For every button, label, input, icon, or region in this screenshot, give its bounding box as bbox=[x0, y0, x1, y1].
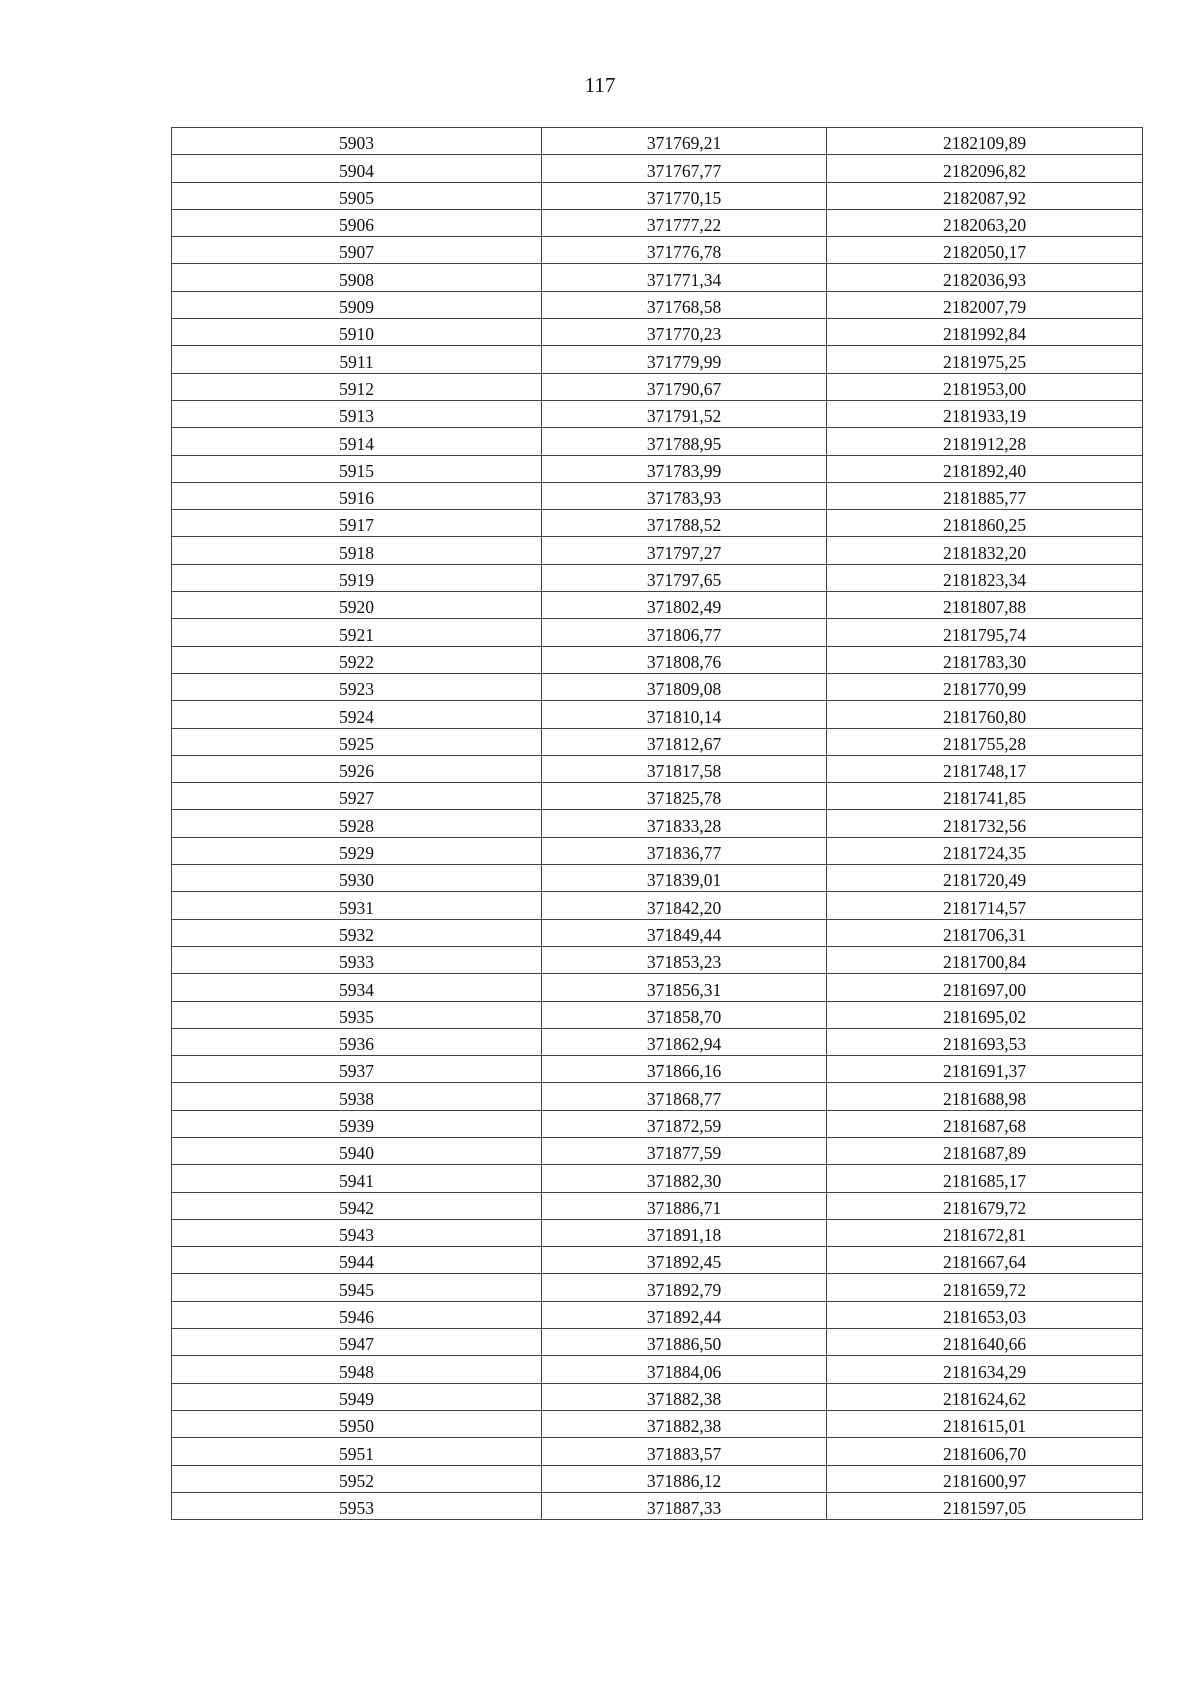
x-coordinate-cell: 371767,77 bbox=[542, 155, 827, 182]
table-row bbox=[172, 646, 1143, 673]
y-coordinate-cell: 2181892,40 bbox=[827, 455, 1143, 482]
x-coordinate-cell: 371806,77 bbox=[542, 619, 827, 646]
y-coordinate-cell: 2182050,17 bbox=[827, 237, 1143, 264]
y-coordinate-cell: 2181807,88 bbox=[827, 592, 1143, 619]
y-coordinate-cell: 2182087,92 bbox=[827, 182, 1143, 209]
x-coordinate-cell: 371862,94 bbox=[542, 1028, 827, 1055]
point-number-cell: 5946 bbox=[172, 1301, 542, 1328]
point-number-cell: 5952 bbox=[172, 1465, 542, 1492]
x-coordinate-cell: 371802,49 bbox=[542, 592, 827, 619]
point-number-cell: 5905 bbox=[172, 182, 542, 209]
point-number-cell: 5950 bbox=[172, 1410, 542, 1437]
table-row bbox=[172, 209, 1143, 236]
y-coordinate-cell: 2181992,84 bbox=[827, 319, 1143, 346]
point-number-cell: 5918 bbox=[172, 537, 542, 564]
table-row bbox=[172, 128, 1143, 155]
point-number-cell: 5912 bbox=[172, 373, 542, 400]
point-number-cell: 5931 bbox=[172, 892, 542, 919]
x-coordinate-cell: 371872,59 bbox=[542, 1110, 827, 1137]
x-coordinate-cell: 371868,77 bbox=[542, 1083, 827, 1110]
x-coordinate-cell: 371788,52 bbox=[542, 510, 827, 537]
point-number-cell: 5935 bbox=[172, 1001, 542, 1028]
table-row bbox=[172, 455, 1143, 482]
y-coordinate-cell: 2181832,20 bbox=[827, 537, 1143, 564]
y-coordinate-cell: 2181695,02 bbox=[827, 1001, 1143, 1028]
point-number-cell: 5940 bbox=[172, 1137, 542, 1164]
y-coordinate-cell: 2181685,17 bbox=[827, 1165, 1143, 1192]
y-coordinate-cell: 2182036,93 bbox=[827, 264, 1143, 291]
table-row bbox=[172, 1110, 1143, 1137]
y-coordinate-cell: 2181693,53 bbox=[827, 1028, 1143, 1055]
point-number-cell: 5941 bbox=[172, 1165, 542, 1192]
y-coordinate-cell: 2181700,84 bbox=[827, 946, 1143, 973]
x-coordinate-cell: 371887,33 bbox=[542, 1492, 827, 1519]
x-coordinate-cell: 371882,38 bbox=[542, 1410, 827, 1437]
y-coordinate-cell: 2181667,64 bbox=[827, 1247, 1143, 1274]
y-coordinate-cell: 2182007,79 bbox=[827, 291, 1143, 318]
y-coordinate-cell: 2181885,77 bbox=[827, 482, 1143, 509]
x-coordinate-cell: 371817,58 bbox=[542, 755, 827, 782]
table-row bbox=[172, 892, 1143, 919]
y-coordinate-cell: 2182096,82 bbox=[827, 155, 1143, 182]
point-number-cell: 5945 bbox=[172, 1274, 542, 1301]
x-coordinate-cell: 371891,18 bbox=[542, 1219, 827, 1246]
point-number-cell: 5906 bbox=[172, 209, 542, 236]
page-number: 117 bbox=[584, 73, 616, 97]
point-number-cell: 5919 bbox=[172, 564, 542, 591]
point-number-cell: 5921 bbox=[172, 619, 542, 646]
point-number-cell: 5910 bbox=[172, 319, 542, 346]
point-number-cell: 5930 bbox=[172, 865, 542, 892]
point-number-cell: 5913 bbox=[172, 400, 542, 427]
y-coordinate-cell: 2181597,05 bbox=[827, 1492, 1143, 1519]
point-number-cell: 5948 bbox=[172, 1356, 542, 1383]
y-coordinate-cell: 2181659,72 bbox=[827, 1274, 1143, 1301]
y-coordinate-cell: 2181624,62 bbox=[827, 1383, 1143, 1410]
y-coordinate-cell: 2181732,56 bbox=[827, 810, 1143, 837]
x-coordinate-cell: 371777,22 bbox=[542, 209, 827, 236]
y-coordinate-cell: 2181860,25 bbox=[827, 510, 1143, 537]
point-number-cell: 5951 bbox=[172, 1438, 542, 1465]
table-row bbox=[172, 1056, 1143, 1083]
point-number-cell: 5923 bbox=[172, 673, 542, 700]
x-coordinate-cell: 371842,20 bbox=[542, 892, 827, 919]
x-coordinate-cell: 371768,58 bbox=[542, 291, 827, 318]
table-row bbox=[172, 564, 1143, 591]
y-coordinate-cell: 2181714,57 bbox=[827, 892, 1143, 919]
x-coordinate-cell: 371856,31 bbox=[542, 974, 827, 1001]
x-coordinate-cell: 371783,93 bbox=[542, 482, 827, 509]
x-coordinate-cell: 371853,23 bbox=[542, 946, 827, 973]
table-row bbox=[172, 1329, 1143, 1356]
table-row bbox=[172, 592, 1143, 619]
table-row bbox=[172, 1274, 1143, 1301]
y-coordinate-cell: 2181741,85 bbox=[827, 783, 1143, 810]
x-coordinate-cell: 371783,99 bbox=[542, 455, 827, 482]
x-coordinate-cell: 371825,78 bbox=[542, 783, 827, 810]
y-coordinate-cell: 2181653,03 bbox=[827, 1301, 1143, 1328]
point-number-cell: 5929 bbox=[172, 837, 542, 864]
x-coordinate-cell: 371797,27 bbox=[542, 537, 827, 564]
y-coordinate-cell: 2181912,28 bbox=[827, 428, 1143, 455]
x-coordinate-cell: 371769,21 bbox=[542, 128, 827, 155]
y-coordinate-cell: 2182063,20 bbox=[827, 209, 1143, 236]
x-coordinate-cell: 371886,71 bbox=[542, 1192, 827, 1219]
table-row bbox=[172, 1438, 1143, 1465]
table-row bbox=[172, 1219, 1143, 1246]
table-row bbox=[172, 400, 1143, 427]
coordinates-table-body bbox=[172, 128, 1143, 1520]
point-number-cell: 5928 bbox=[172, 810, 542, 837]
point-number-cell: 5953 bbox=[172, 1492, 542, 1519]
y-coordinate-cell: 2181634,29 bbox=[827, 1356, 1143, 1383]
point-number-cell: 5922 bbox=[172, 646, 542, 673]
x-coordinate-cell: 371808,76 bbox=[542, 646, 827, 673]
y-coordinate-cell: 2181760,80 bbox=[827, 701, 1143, 728]
table-row bbox=[172, 1028, 1143, 1055]
point-number-cell: 5908 bbox=[172, 264, 542, 291]
x-coordinate-cell: 371839,01 bbox=[542, 865, 827, 892]
point-number-cell: 5917 bbox=[172, 510, 542, 537]
y-coordinate-cell: 2181679,72 bbox=[827, 1192, 1143, 1219]
point-number-cell: 5947 bbox=[172, 1329, 542, 1356]
x-coordinate-cell: 371836,77 bbox=[542, 837, 827, 864]
table-row bbox=[172, 619, 1143, 646]
x-coordinate-cell: 371866,16 bbox=[542, 1056, 827, 1083]
y-coordinate-cell: 2181724,35 bbox=[827, 837, 1143, 864]
y-coordinate-cell: 2181640,66 bbox=[827, 1329, 1143, 1356]
x-coordinate-cell: 371770,15 bbox=[542, 182, 827, 209]
table-row bbox=[172, 701, 1143, 728]
point-number-cell: 5926 bbox=[172, 755, 542, 782]
y-coordinate-cell: 2181770,99 bbox=[827, 673, 1143, 700]
y-coordinate-cell: 2181748,17 bbox=[827, 755, 1143, 782]
x-coordinate-cell: 371771,34 bbox=[542, 264, 827, 291]
table-row bbox=[172, 537, 1143, 564]
table-row bbox=[172, 728, 1143, 755]
x-coordinate-cell: 371776,78 bbox=[542, 237, 827, 264]
y-coordinate-cell: 2181975,25 bbox=[827, 346, 1143, 373]
x-coordinate-cell: 371892,45 bbox=[542, 1247, 827, 1274]
point-number-cell: 5927 bbox=[172, 783, 542, 810]
table-row bbox=[172, 1165, 1143, 1192]
table-row bbox=[172, 346, 1143, 373]
y-coordinate-cell: 2181687,89 bbox=[827, 1137, 1143, 1164]
y-coordinate-cell: 2181720,49 bbox=[827, 865, 1143, 892]
x-coordinate-cell: 371791,52 bbox=[542, 400, 827, 427]
coordinates-table bbox=[171, 127, 1143, 1520]
table-row bbox=[172, 1356, 1143, 1383]
point-number-cell: 5937 bbox=[172, 1056, 542, 1083]
y-coordinate-cell: 2182109,89 bbox=[827, 128, 1143, 155]
x-coordinate-cell: 371770,23 bbox=[542, 319, 827, 346]
point-number-cell: 5920 bbox=[172, 592, 542, 619]
x-coordinate-cell: 371788,95 bbox=[542, 428, 827, 455]
point-number-cell: 5916 bbox=[172, 482, 542, 509]
table-row bbox=[172, 919, 1143, 946]
table-row bbox=[172, 182, 1143, 209]
point-number-cell: 5904 bbox=[172, 155, 542, 182]
x-coordinate-cell: 371833,28 bbox=[542, 810, 827, 837]
x-coordinate-cell: 371809,08 bbox=[542, 673, 827, 700]
table-row bbox=[172, 1492, 1143, 1519]
table-row bbox=[172, 1301, 1143, 1328]
table-row bbox=[172, 1247, 1143, 1274]
point-number-cell: 5915 bbox=[172, 455, 542, 482]
point-number-cell: 5942 bbox=[172, 1192, 542, 1219]
point-number-cell: 5907 bbox=[172, 237, 542, 264]
table-row bbox=[172, 783, 1143, 810]
y-coordinate-cell: 2181755,28 bbox=[827, 728, 1143, 755]
table-row bbox=[172, 755, 1143, 782]
point-number-cell: 5909 bbox=[172, 291, 542, 318]
x-coordinate-cell: 371882,30 bbox=[542, 1165, 827, 1192]
y-coordinate-cell: 2181953,00 bbox=[827, 373, 1143, 400]
y-coordinate-cell: 2181795,74 bbox=[827, 619, 1143, 646]
point-number-cell: 5914 bbox=[172, 428, 542, 455]
x-coordinate-cell: 371810,14 bbox=[542, 701, 827, 728]
y-coordinate-cell: 2181691,37 bbox=[827, 1056, 1143, 1083]
x-coordinate-cell: 371849,44 bbox=[542, 919, 827, 946]
table-row bbox=[172, 1192, 1143, 1219]
point-number-cell: 5949 bbox=[172, 1383, 542, 1410]
table-row bbox=[172, 291, 1143, 318]
x-coordinate-cell: 371812,67 bbox=[542, 728, 827, 755]
x-coordinate-cell: 371886,12 bbox=[542, 1465, 827, 1492]
point-number-cell: 5933 bbox=[172, 946, 542, 973]
table-row bbox=[172, 673, 1143, 700]
x-coordinate-cell: 371790,67 bbox=[542, 373, 827, 400]
point-number-cell: 5903 bbox=[172, 128, 542, 155]
x-coordinate-cell: 371877,59 bbox=[542, 1137, 827, 1164]
y-coordinate-cell: 2181600,97 bbox=[827, 1465, 1143, 1492]
table-row bbox=[172, 510, 1143, 537]
y-coordinate-cell: 2181615,01 bbox=[827, 1410, 1143, 1437]
table-row bbox=[172, 865, 1143, 892]
table-row bbox=[172, 1137, 1143, 1164]
table-row bbox=[172, 155, 1143, 182]
table-row bbox=[172, 1001, 1143, 1028]
y-coordinate-cell: 2181697,00 bbox=[827, 974, 1143, 1001]
point-number-cell: 5932 bbox=[172, 919, 542, 946]
table-row bbox=[172, 319, 1143, 346]
y-coordinate-cell: 2181687,68 bbox=[827, 1110, 1143, 1137]
x-coordinate-cell: 371858,70 bbox=[542, 1001, 827, 1028]
point-number-cell: 5934 bbox=[172, 974, 542, 1001]
table-row bbox=[172, 428, 1143, 455]
table-row bbox=[172, 1465, 1143, 1492]
x-coordinate-cell: 371892,79 bbox=[542, 1274, 827, 1301]
table-row bbox=[172, 946, 1143, 973]
x-coordinate-cell: 371779,99 bbox=[542, 346, 827, 373]
point-number-cell: 5911 bbox=[172, 346, 542, 373]
table-row bbox=[172, 974, 1143, 1001]
table-row bbox=[172, 373, 1143, 400]
table-row bbox=[172, 837, 1143, 864]
x-coordinate-cell: 371797,65 bbox=[542, 564, 827, 591]
y-coordinate-cell: 2181672,81 bbox=[827, 1219, 1143, 1246]
y-coordinate-cell: 2181706,31 bbox=[827, 919, 1143, 946]
point-number-cell: 5925 bbox=[172, 728, 542, 755]
table-row bbox=[172, 1410, 1143, 1437]
y-coordinate-cell: 2181823,34 bbox=[827, 564, 1143, 591]
point-number-cell: 5939 bbox=[172, 1110, 542, 1137]
x-coordinate-cell: 371886,50 bbox=[542, 1329, 827, 1356]
y-coordinate-cell: 2181606,70 bbox=[827, 1438, 1143, 1465]
point-number-cell: 5936 bbox=[172, 1028, 542, 1055]
y-coordinate-cell: 2181688,98 bbox=[827, 1083, 1143, 1110]
point-number-cell: 5943 bbox=[172, 1219, 542, 1246]
table-row bbox=[172, 1083, 1143, 1110]
x-coordinate-cell: 371882,38 bbox=[542, 1383, 827, 1410]
table-row bbox=[172, 264, 1143, 291]
x-coordinate-cell: 371883,57 bbox=[542, 1438, 827, 1465]
x-coordinate-cell: 371884,06 bbox=[542, 1356, 827, 1383]
point-number-cell: 5938 bbox=[172, 1083, 542, 1110]
point-number-cell: 5924 bbox=[172, 701, 542, 728]
y-coordinate-cell: 2181783,30 bbox=[827, 646, 1143, 673]
y-coordinate-cell: 2181933,19 bbox=[827, 400, 1143, 427]
x-coordinate-cell: 371892,44 bbox=[542, 1301, 827, 1328]
table-row bbox=[172, 237, 1143, 264]
point-number-cell: 5944 bbox=[172, 1247, 542, 1274]
table-row bbox=[172, 1383, 1143, 1410]
table-row bbox=[172, 482, 1143, 509]
table-row bbox=[172, 810, 1143, 837]
